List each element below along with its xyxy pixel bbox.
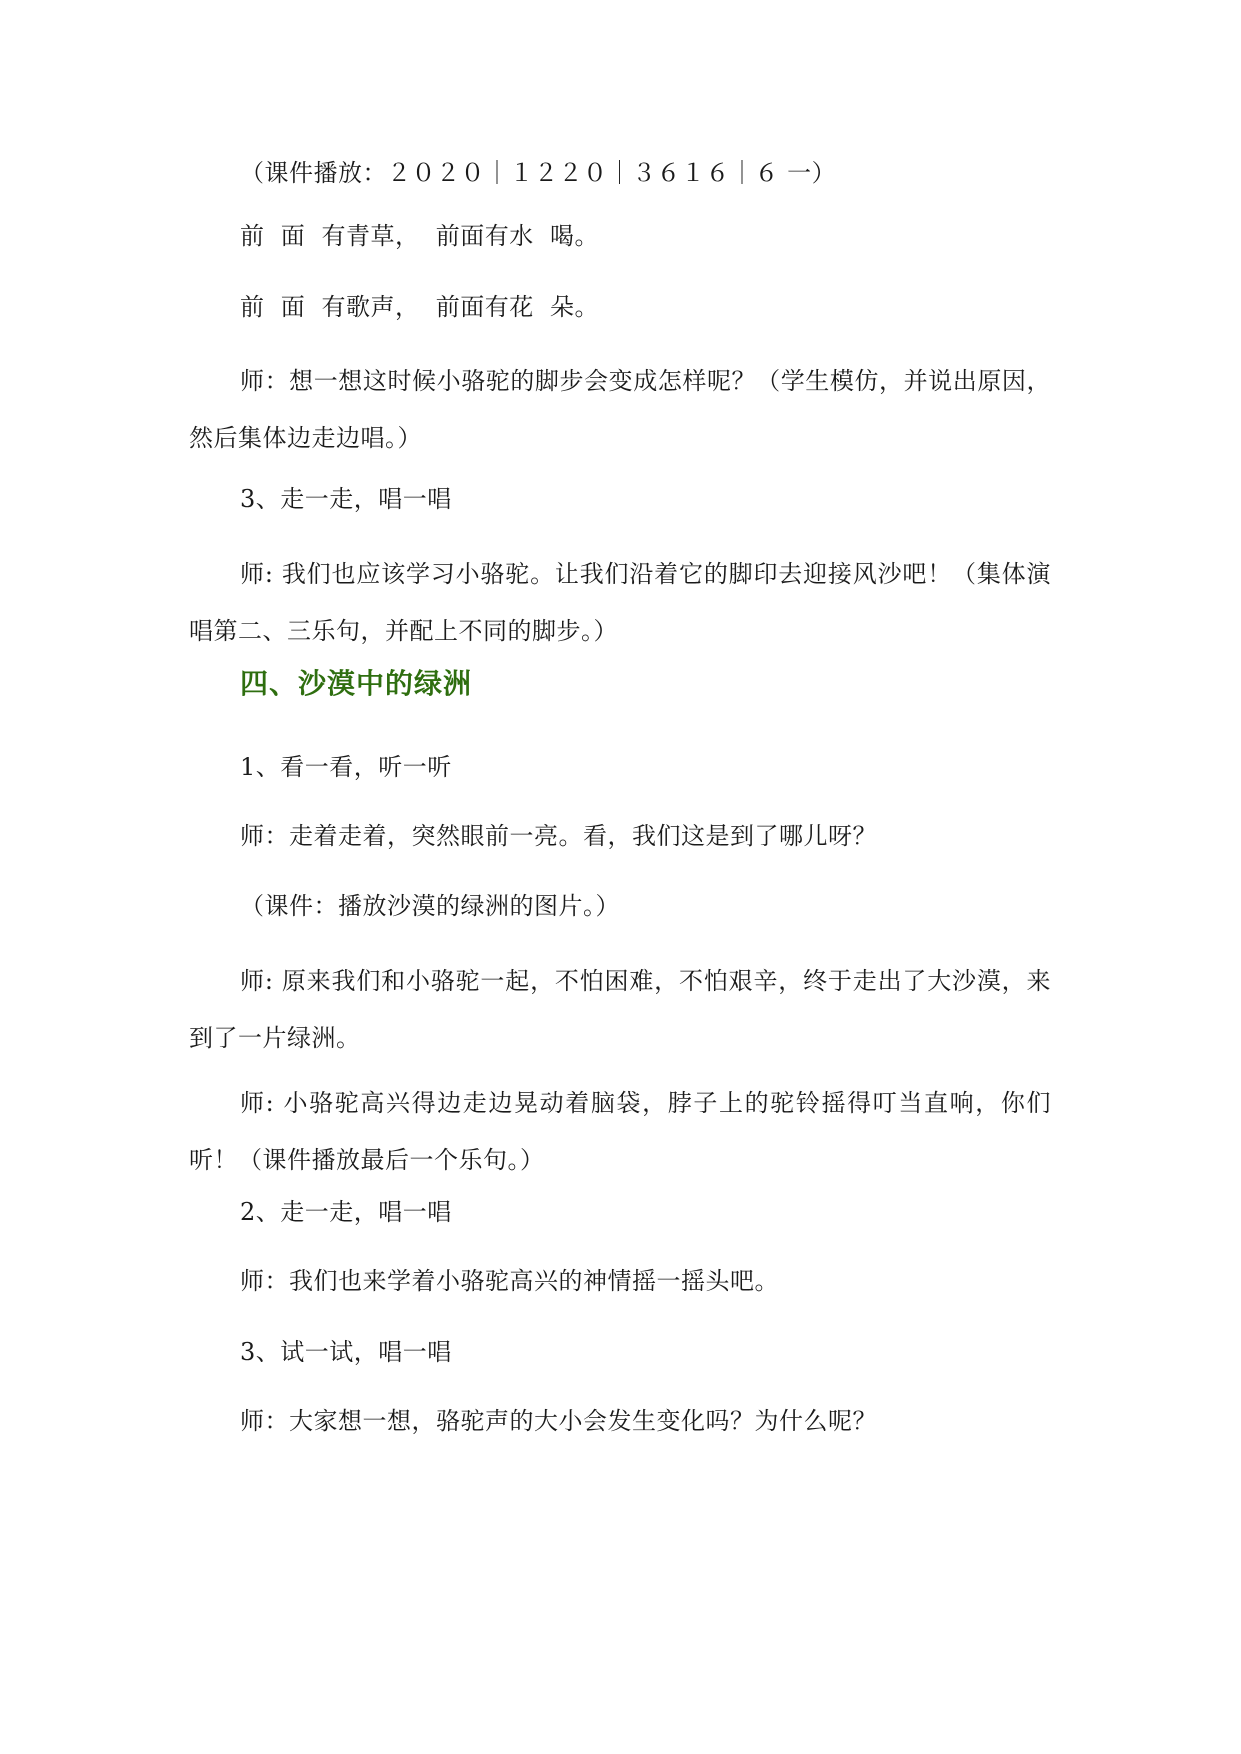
courseware-note: （课件：播放沙漠的绿洲的图片。） xyxy=(240,892,620,920)
teacher-paragraph: 师：大家想一想，骆驼声的大小会发生变化吗？为什么呢？ xyxy=(240,1407,877,1435)
teacher-paragraph: 师：想一想这时候小骆驼的脚步会变成怎样呢？（学生模仿，并说出原因，然后集体边走边唱。） xyxy=(189,367,1051,452)
step-heading: 3、走一走，唱一唱 xyxy=(240,485,452,513)
section-heading: 四、沙漠中的绿洲 xyxy=(240,667,473,700)
step-heading: 3、试一试，唱一唱 xyxy=(240,1338,452,1366)
teacher-paragraph: 师: 原来我们和小骆驼一起，不怕困难，不怕艰辛，终于走出了大沙漠，来到了一片绿洲。 xyxy=(189,967,1051,1052)
teacher-paragraph: 师: 我们也应该学习小骆驼。让我们沿着它的脚印去迎接风沙吧！（集体演唱第二、三乐句，并配上不同的脚步。） xyxy=(189,560,1051,645)
lyric-line: 前 面 有青草， 前面有水 喝。 xyxy=(240,222,600,250)
step-heading: 2、走一走，唱一唱 xyxy=(240,1198,452,1226)
lyric-line: 前 面 有歌声， 前面有花 朵。 xyxy=(240,293,600,321)
step-heading: 1、看一看，听一听 xyxy=(240,753,452,781)
courseware-note: （课件播放：２０２０｜１２２０｜３６１６｜６ 一） xyxy=(240,159,837,187)
teacher-paragraph: 师：我们也来学着小骆驼高兴的神情摇一摇头吧。 xyxy=(240,1267,779,1295)
teacher-paragraph: 师: 小骆驼高兴得边走边晃动着脑袋，脖子上的驼铃摇得叮当直响，你们听！（课件播放最后一个乐句。） xyxy=(189,1089,1051,1174)
teacher-paragraph: 师：走着走着，突然眼前一亮。看，我们这是到了哪儿呀？ xyxy=(240,822,877,850)
